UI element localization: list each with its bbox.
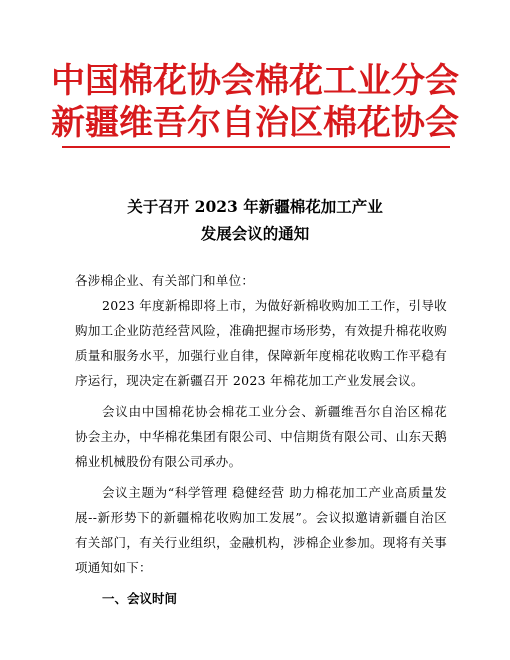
paragraph-3: 会议主题为“科学管理 稳健经营 助力棉花加工产业高质量发展--新形势下的新疆棉花收购加工发展”。会议拟邀请新疆自治区有关部门，有关行业组织，金融机构，涉棉企业参加。现将有关事项通知如下：: [75, 485, 447, 575]
letterhead-line-2: 新疆维吾尔自治区棉花协会: [51, 103, 459, 143]
letterhead-divider: [62, 146, 450, 148]
document-title-line-2: 发展会议的通知: [200, 224, 310, 243]
paragraph-2: 会议由中国棉花协会棉花工业分会、新疆维吾尔自治区棉花协会主办，中华棉花集团有限公司、中信期货有限公司、山东天鹅棉业机械股份有限公司承办。: [75, 404, 447, 469]
salutation: 各涉棉企业、有关部门和单位：: [75, 273, 255, 288]
letterhead: [0, 60, 510, 144]
paragraph-1: 2023 年度新棉即将上市，为做好新棉收购加工工作，引导收购加工企业防范经营风险，准确把握市场形势，有效提升棉花收购质量和服务水平，加强行业自律，保障新年度棉花收购工作平稳有序运行，现决定在新疆召开 2023 年棉花加工产业发展会议。: [75, 298, 447, 388]
document-title: [0, 193, 510, 247]
section-heading-meeting-time: 一、会议时间: [102, 591, 178, 606]
document-title-line-1: 关于召开 2023 年新疆棉花加工产业: [127, 197, 383, 216]
letterhead-line-1: 中国棉花协会棉花工业分会: [51, 61, 459, 101]
document-body: [75, 268, 447, 611]
